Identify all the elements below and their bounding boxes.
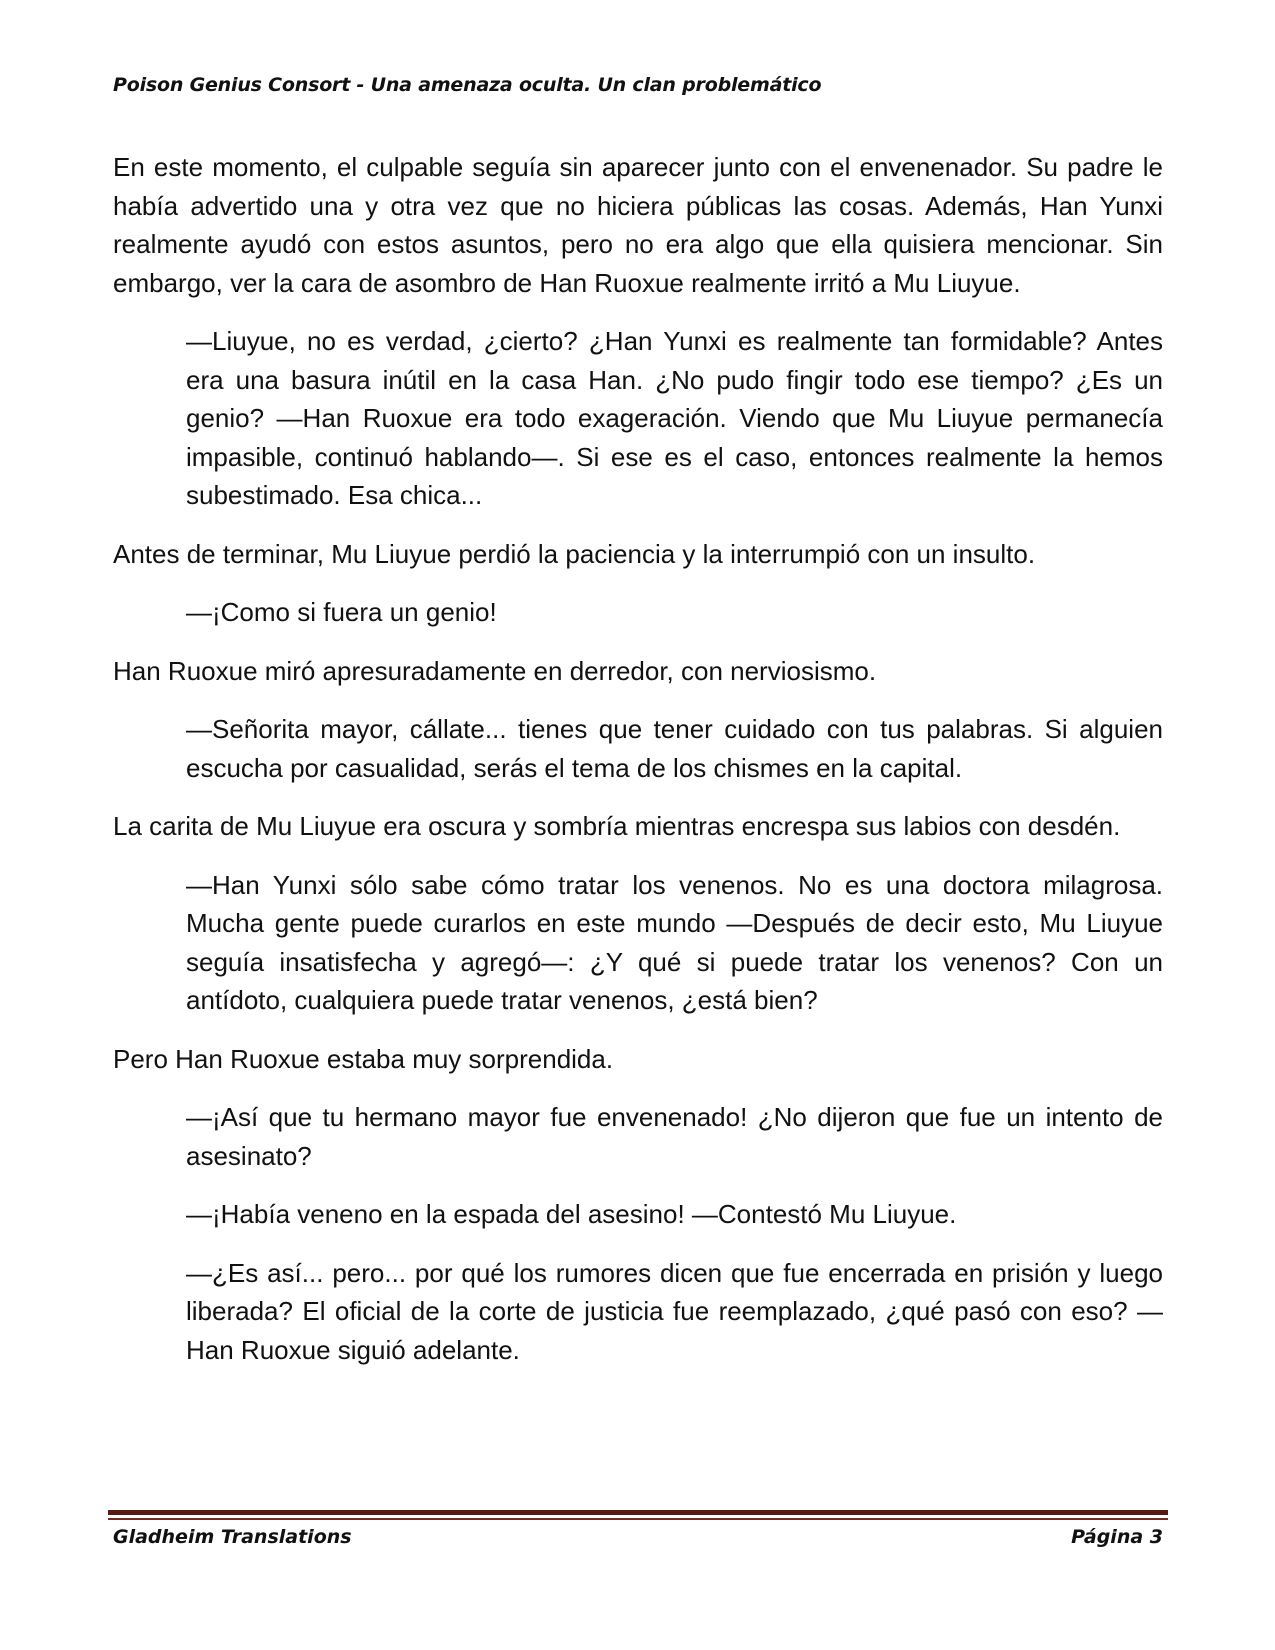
paragraph-narration: La carita de Mu Liuyue era oscura y sombría mientras encrespa sus labios con desdén.: [113, 811, 1121, 841]
paragraph-dialog: —Han Yunxi sólo sabe cómo tratar los venenos. No es una doctora milagrosa. Mucha gente puede curarlos en este mundo —Después de decir esto, Mu Liuyue seguía insatisfecha y agregó—: ¿Y qué si puede tratar los venenos? Con un antídoto, cualquiera puede tratar venenos, ¿está bien?: [186, 869, 1163, 1015]
paragraph-dialog: —Liuyue, no es verdad, ¿cierto? ¿Han Yunxi es realmente tan formidable? Antes era una basura inútil en la casa Han. ¿No pudo fingir todo ese tiempo? ¿Es un genio? —Han Ruoxue era todo exageración. Viendo que Mu Liuyue permanecía impasible, continuó hablando—. Si ese es el caso, entonces realmente la hemos subestimado. Esa chica...: [186, 326, 1163, 510]
paragraph-narration: Antes de terminar, Mu Liuyue perdió la paciencia y la interrumpió con un insulto.: [113, 538, 1036, 569]
paragraph-dialog: —¡Así que tu hermano mayor fue envenenado! ¿No dijeron que fue un intento de asesinato?: [186, 1102, 1163, 1171]
footer-publisher: Gladheim Translations: [113, 1526, 352, 1548]
paragraph-narration: Pero Han Ruoxue estaba muy sorprendida.: [113, 1043, 614, 1074]
paragraph-dialog: —¡Como si fuera un genio!: [186, 597, 497, 627]
footer-page-number: Página 3: [1071, 1526, 1163, 1548]
paragraph-dialog: —¿Es así... pero... por qué los rumores dicen que fue encerrada en prisión y luego liberada? El oficial de la corte de justicia fue reemplazado, ¿qué pasó con eso? —Han Ruoxue siguió adelante.: [186, 1257, 1163, 1365]
paragraph-narration: En este momento, el culpable seguía sin aparecer junto con el envenenador. Su padre le había advertido una y otra vez que no hiciera públicas las cosas. Además, Han Yunxi realmente ayudó con estos asuntos, pero no era algo que ella quisiera mencionar. Sin embargo, ver la cara de asombro de Han Ruoxue realmente irritó a Mu Liuyue.: [113, 152, 1163, 298]
paragraph-dialog: —Señorita mayor, cállate... tienes que tener cuidado con tus palabras. Si alguien escucha por casualidad, serás el tema de los chismes en la capital.: [186, 714, 1163, 783]
document-body: [113, 148, 1163, 1389]
paragraph-narration: Han Ruoxue miró apresuradamente en derredor, con nerviosismo.: [113, 655, 877, 686]
paragraph-dialog: —¡Había veneno en la espada del asesino! —Contestó Mu Liuyue.: [186, 1199, 957, 1229]
page-header-title: Poison Genius Consort - Una amenaza oculta. Un clan problemático: [113, 74, 822, 96]
footer-divider-thin: [108, 1518, 1168, 1520]
footer-divider-thick: [108, 1510, 1168, 1515]
